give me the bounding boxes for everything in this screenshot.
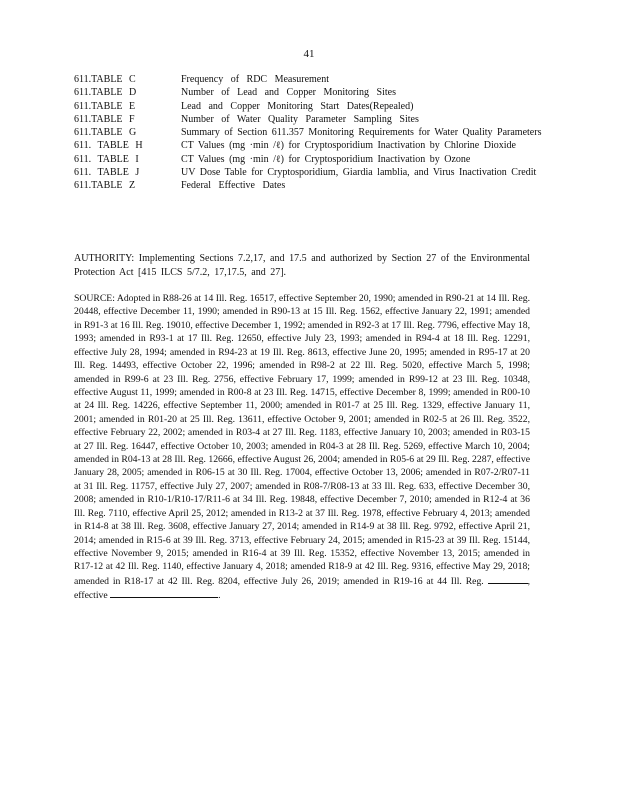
table-list-item [74, 153, 544, 166]
table-number: 611.TABLE F [74, 113, 135, 125]
authority-note: AUTHORITY: Implementing Sections 7.2,17, and 17.5 and authorized by Section 27 of the Environmental Protection Act [415 ILCS 5/7.2, 17,17.5, and 27]. [74, 253, 530, 278]
table-number: 611.TABLE D [74, 87, 137, 99]
table-number: 611.TABLE G [74, 127, 137, 139]
table-title: Federal Effective Dates [181, 180, 286, 192]
table-list-item [74, 126, 544, 139]
table-list-item [74, 86, 544, 99]
table-title: UV Dose Table for Cryptosporidium, Giardia lamblia, and Virus Inactivation Credit [181, 167, 537, 179]
table-list-item [74, 100, 544, 113]
source-effective-label: effective [74, 590, 108, 602]
table-list-item [74, 73, 544, 86]
table-list-item [74, 113, 544, 126]
blank-register-page [488, 574, 528, 584]
table-number: 611.TABLE E [74, 100, 136, 112]
source-note: SOURCE: Adopted in R88-26 at 14 Ill. Reg. 16517, effective September 20, 1990; amended in R90-21 at 14 Ill. Reg. 20448, effective December 11, 1990; amended in R90-13 at 15 Ill. Reg. 1562, effective January 22, 1991; amended in R91-3 at 16 Ill. Reg. 19010, effective December 1, 1992; amended in R92-3 at 17 Ill. Reg. 7796, effective May 18, 1993; amended in R93-1 at 17 Ill. Reg. 12650, effective July 23, 1993; amended in R94-4 at 18 Ill. Reg. 12291, effective July 28, 1994; amended in R94-23 at 19 Ill. Reg. 8613, effective June 20, 1995; amended in R95-17 at 20 Ill. Reg. 14493, effective October 22, 1996; amended in R98-2 at 22 Ill. Reg. 5020, effective March 5, 1998; amended in R99-6 at 23 Ill. Reg. 2756, effective February 17, 1999; amended in R99-12 at 23 Ill. Reg. 10348, effective August 11, 1999; amended in R00-8 at 23 Ill. Reg. 14715, effective December 8, 1999; amended in R00-10 at 24 Ill. Reg. 14226, effective September 11, 2000; amended in R01-7 at 25 Ill. Reg. 1329, effective January 11, 2001; amended in R01-20 at 25 Ill. Reg. 13611, effective October 9, 2001; amended in R02-5 at 26 Ill. Reg. 3522, effective February 22, 2002; amended in R03-4 at 27 Ill. Reg. 1183, effective January 10, 2003; amended in R03-15 at 27 Ill. Reg. 16447, effective October 10, 2003; amended in R04-3 at 28 Ill. Reg. 5269, effective March 10, 2004; amended in R04-13 at 28 Ill. Reg. 12666, effective August 26, 2004; amended in R05-6 at 29 Ill. Reg. 2287, effective January 28, 2005; amended in R06-15 at 30 Ill. Reg. 17004, effective October 13, 2006; amended in R07-2/R07-11 at 31 Ill. Reg. 11757, effective July 27, 2007; amended in R08-7/R08-13 at 33 Ill. Reg. 633, effective December 30, 2008; amended in R10-1/R10-17/R11-6 at 34 Ill. Reg. 19848, effective December 7, 2010; amended in R12-4 at 36 Ill. Reg. 7110, effective April 25, 2012; amended in R13-2 at 37 Ill. Reg. 1978, effective February 4, 2013; amended in R14-8 at 38 Ill. Reg. 3608, effective January 27, 2014; amended in R14-9 at 38 Ill. Reg. 9792, effective April 21, 2014; amended in R15-6 at 39 Ill. Reg. 3713, effective February 24, 2015; amended in R15-23 at 39 Ill. Reg. 15144, effective November 9, 2015; amended in R16-4 at 39 Ill. Reg. 15352, effective November 13, 2015; amended in R17-12 at 42 Ill. Reg. 1140, effective January 4, 2018; amended R18-9 at 42 Ill. Reg. 9316, effective May 29, 2018; amended in R18-17 at 42 Ill. Reg. 8204, effective July 26, 2019; amended in R19-16 at 44 Ill. Reg. , effective . [74, 293, 530, 602]
table-number: 611.TABLE C [74, 74, 136, 85]
table-title: Number of Lead and Copper Monitoring Sites [181, 87, 396, 99]
source-end: . [218, 590, 221, 602]
table-list-item [74, 166, 544, 179]
table-title: Number of Water Quality Parameter Sampling Sites [181, 113, 419, 125]
table-list-item [74, 139, 544, 152]
table-list-item [74, 179, 544, 192]
table-number: 611. TABLE I [74, 153, 139, 165]
source-text: SOURCE: Adopted in R88-26 at 14 Ill. Reg. 16517, effective September 20, 1990; amended in R90-21 at 14 Ill. Reg. 20448, effective December 11, 1990; amended in R90-13 at 15 Ill. Reg. 1562, effective January 22, 1991; amended in R91-3 at 16 Ill. Reg. 19010, effective December 1, 1992; amended in R92-3 at 17 Ill. Reg. 7796, effective May 18, 1993; amended in R93-1 at 17 Ill. Reg. 12650, effective July 23, 1993; amended in R94-4 at 18 Ill. Reg. 12291, effective July 28, 1994; amended in R94-23 at 19 Ill. Reg. 8613, effective June 20, 1995; amended in R95-17 at 20 Ill. Reg. 14493, effective October 22, 1996; amended in R98-2 at 22 Ill. Reg. 5020, effective March 5, 1998; amended in R99-6 at 23 Ill. Reg. 2756, effective February 17, 1999; amended in R99-12 at 23 Ill. Reg. 10348, effective August 11, 1999; amended in R00-8 at 23 Ill. Reg. 14715, effective December 8, 1999; amended in R00-10 at 24 Ill. Reg. 14226, effective September 11, 2000; amended in R01-7 at 25 Ill. Reg. 1329, effective January 11, 2001; amended in R01-20 at 25 Ill. Reg. 13611, effective October 9, 2001; amended in R02-5 at 26 Ill. Reg. 3522, effective February 22, 2002; amended in R03-4 at 27 Ill. Reg. 1183, effective January 10, 2003; amended in R03-15 at 27 Ill. Reg. 16447, effective October 10, 2003; amended in R04-3 at 28 Ill. Reg. 5269, effective March 10, 2004; amended in R04-13 at 28 Ill. Reg. 12666, effective August 26, 2004; amended in R05-6 at 29 Ill. Reg. 2287, effective January 28, 2005; amended in R06-15 at 30 Ill. Reg. 17004, effective October 13, 2006; amended in R07-2/R07-11 at 31 Ill. Reg. 11757, effective July 27, 2007; amended in R08-7/R08-13 at 33 Ill. Reg. 633, effective December 30, 2008; amended in R10-1/R10-17/R11-6 at 34 Ill. Reg. 19848, effective December 7, 2010; amended in R12-4 at 36 Ill. Reg. 7110, effective April 25, 2012; amended in R13-2 at 37 Ill. Reg. 1978, effective February 4, 2013; amended in R14-8 at 38 Ill. Reg. 3608, effective January 27, 2014; amended in R14-9 at 38 Ill. Reg. 9792, effective April 21, 2014; amended in R15-6 at 39 Ill. Reg. 3713, effective February 24, 2015; amended in R15-23 at 39 Ill. Reg. 15144, effective November 9, 2015; amended in R16-4 at 39 Ill. Reg. 15352, effective November 13, 2015; amended in R17-12 at 42 Ill. Reg. 1140, effective January 4, 2018; amended R18-9 at 42 Ill. Reg. 9316, effective May 29, 2018; amended in R18-17 at 42 Ill. Reg. 8204, effective July 26, 2019; amended in R19-16 at 44 Ill. Reg. [74, 293, 530, 587]
table-title: Frequency of RDC Measurement [181, 74, 330, 85]
blank-effective-date [110, 588, 218, 598]
table-number: 611.TABLE Z [74, 180, 136, 192]
table-title: CT Values (mg ·min /ℓ) for Cryptosporidium Inactivation by Ozone [181, 153, 471, 165]
table-number: 611. TABLE H [74, 140, 143, 152]
table-number: 611. TABLE J [74, 167, 140, 179]
table-title: CT Values (mg ·min /ℓ) for Cryptosporidium Inactivation by Chlorine Dioxide [181, 140, 516, 152]
page-number: 41 [303, 48, 315, 60]
table-title: Summary of Section 611.357 Monitoring Requirements for Water Quality Parameters [181, 127, 542, 139]
table-title: Lead and Copper Monitoring Start Dates(Repealed) [181, 100, 414, 112]
table-list [74, 73, 544, 193]
